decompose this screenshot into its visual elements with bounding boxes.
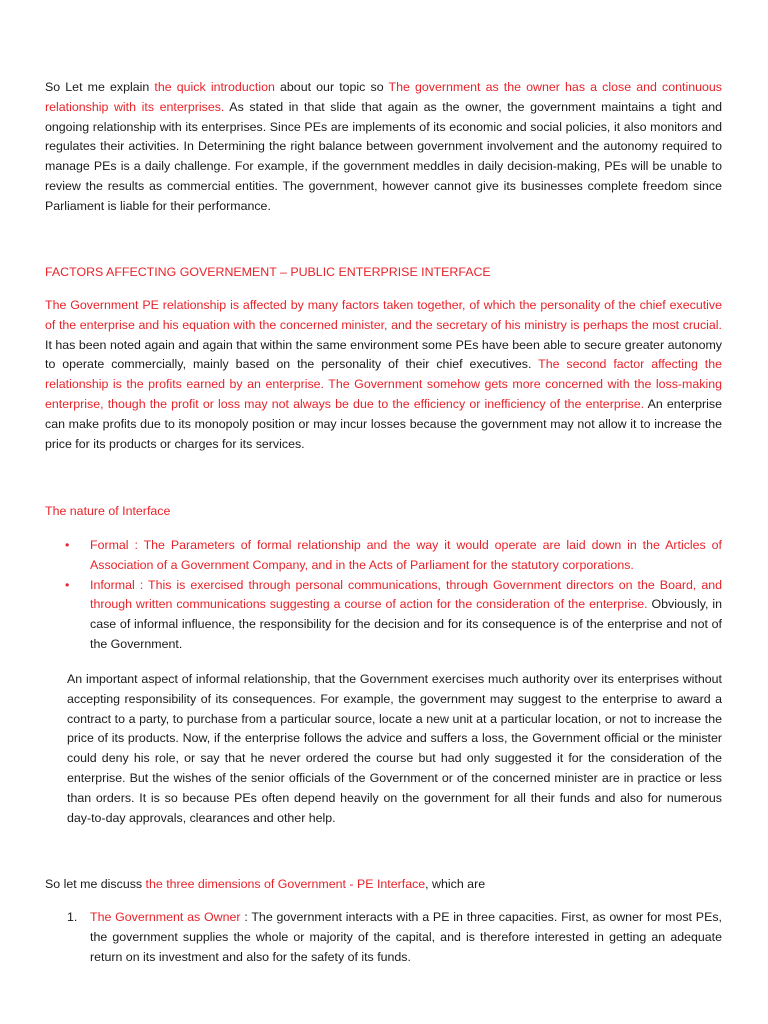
- factors-text-c: The second factor affecting the relationship is the profits earned by an enterprise. The Government somehow gets more concerned with the loss-making enterprise, though the profit or loss may not always be due to the efficiency or inefficiency of the enterprise.: [45, 357, 722, 411]
- informal-text-black: Obviously, in case of informal influence, the responsibility for the decision and for its consequence is of the enterprise and not of the Government.: [90, 597, 722, 651]
- factors-text-a: The Government PE relationship is affected by many factors taken together, of which the personality of the chief executive of the enterprise and his equation with the concerned minister, and the secretary of his ministry is perhaps the most crucial.: [45, 298, 722, 332]
- intro-text-c: about our topic so: [274, 80, 389, 94]
- factors-heading: FACTORS AFFECTING GOVERNEMENT – PUBLIC ENTERPRISE INTERFACE: [45, 265, 491, 279]
- dimensions-list: [45, 908, 722, 967]
- dimensions-text-a: So let me discuss: [45, 877, 146, 891]
- list-item-informal: [45, 576, 722, 655]
- factors-text-b: It has been noted again and again that within the same environment some PEs have been able to secure greater autonomy to operate commercially, mainly based on the personality of their chief executives.: [45, 337, 722, 372]
- dimensions-intro: [45, 875, 722, 895]
- interface-types-list: [45, 536, 722, 655]
- item-title: The Government as Owner: [90, 910, 241, 924]
- bullet-icon: •: [65, 538, 70, 552]
- factors-paragraph: [45, 296, 722, 454]
- dimensions-highlight: the three dimensions of Government - PE Interface: [145, 877, 426, 891]
- intro-text-a: So Let me explain: [45, 80, 155, 94]
- informal-text-red: Informal : This is exercised through personal communications, through Government directors on the Board, and through written communications suggesting a course of action for the consideration of the enterprise.: [90, 577, 722, 612]
- item-number: 1.: [67, 910, 78, 924]
- item-text: : The government interacts with a PE in three capacities. First, as owner for most PEs, the government supplies the whole or majority of the capital, and is therefore interested in getting an adequate return on its investment and also for the safety of its funds.: [90, 910, 722, 964]
- list-item-formal: [45, 536, 722, 576]
- intro-highlight-quick-introduction: the quick introduction: [154, 80, 275, 94]
- intro-text-e: As stated in that slide that again as the owner, the government maintains a tight and ongoing relationship with its enterprises. Since PEs are implements of its economic and social policies, it also monitors and regulates their activities. In Determining the right balance between government involvement and the autonomy required to manage PEs is a daily challenge. For example, if the government meddles in daily decision-making, PEs will be unable to review the results as commercial entities. The government, however cannot give its businesses complete freedom since Parliament is liable for their performance.: [45, 99, 722, 213]
- factors-text-d: An enterprise can make profits due to its monopoly position or may incur losses because the government may not allow it to increase the price for its products or charges for its services.: [45, 396, 722, 451]
- dimensions-text-c: , which are: [425, 877, 486, 891]
- bullet-icon: •: [65, 577, 70, 592]
- informal-relationship-paragraph: An important aspect of informal relationship, that the Government exercises much authority over its enterprises without accepting responsibility of its consequences. For example, the government may suggest to the enterprise to award a contract to a party, to purchase from a particular source, locate a new unit at a particular location, or not to increase the price of its products. Now, if the enterprise follows the advice and suffers a loss, the Government official or the minister could deny his role, or say that he never ordered the course but had only suggested it for the consideration of the enterprise. But the wishes of the senior officials of the Government or of the concerned minister are in practice or less than orders. It is so because PEs often depend heavily on the government for all their funds and also for numerous day-to-day approvals, clearances and other help.: [67, 672, 722, 825]
- list-item-government-as-owner: [45, 908, 722, 967]
- formal-text: Formal : The Parameters of formal relationship and the way it would operate are laid down in the Articles of Association of a Government Company, and in the Acts of Parliament for the statutory corporations.: [90, 538, 722, 572]
- intro-paragraph: [45, 78, 722, 217]
- intro-highlight-owner-relationship: The government as the owner has a close and continuous relationship with its enterprises.: [45, 80, 722, 114]
- nature-heading: The nature of Interface: [45, 504, 171, 518]
